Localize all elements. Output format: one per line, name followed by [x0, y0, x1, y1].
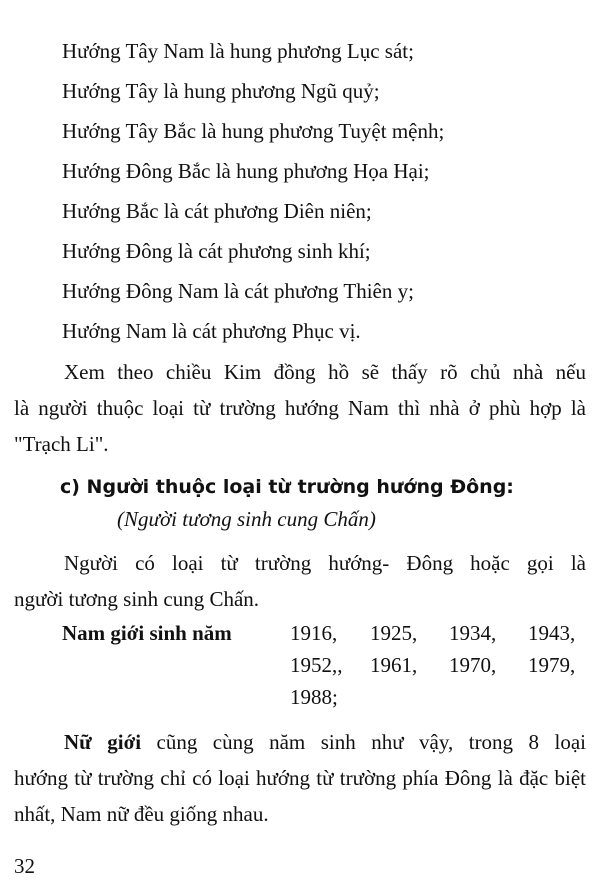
section-heading: c) Người thuộc loại từ trường hướng Đông:	[60, 476, 514, 498]
year-value: 1934,	[449, 621, 497, 645]
year-value: 1970,	[449, 653, 497, 677]
direction-line-northeast: Hướng Đông Bắc là hung phương Họa Hại;	[62, 159, 430, 183]
direction-line-north: Hướng Bắc là cát phương Diên niên;	[62, 199, 372, 223]
direction-line-west: Hướng Tây là hung phương Ngũ quỷ;	[62, 79, 380, 103]
paragraph-nu-gioi	[14, 724, 586, 832]
year-value: 1925,	[370, 621, 418, 645]
direction-line-south: Hướng Nam là cát phương Phục vị.	[62, 319, 361, 343]
bold-lead: Nữ giới	[64, 730, 142, 754]
direction-line-east: Hướng Đông là cát phương sinh khí;	[62, 239, 371, 263]
paragraph-continuation: hướng từ trường chỉ có loại hướng từ trường phía Đông là đặc biệt nhất, Nam nữ đều giống nhau.	[14, 766, 586, 826]
paragraph-continuation: người tương sinh cung Chấn.	[14, 587, 260, 611]
paragraph-kim-dong-ho	[14, 354, 586, 462]
direction-line-southwest: Hướng Tây Nam là hung phương Lục sát;	[62, 39, 414, 63]
year-value: 1979,	[528, 653, 576, 677]
male-years-label: Nam giới sinh năm	[62, 621, 232, 645]
year-value: 1952,,	[290, 653, 343, 677]
paragraph-line-rest: cũng cùng năm sinh như vậy, trong 8 loại	[141, 730, 586, 754]
page-number: 32	[14, 854, 35, 878]
paragraph-line	[14, 724, 586, 760]
paragraph-continuation: là người thuộc loại từ trường hướng Nam thì nhà ở phù hợp là "Trạch Li".	[14, 396, 586, 456]
paragraph-tu-truong-dong	[14, 545, 586, 617]
year-value: 1943,	[528, 621, 576, 645]
section-subheading: (Người tương sinh cung Chấn)	[117, 507, 376, 531]
paragraph-line: Người có loại từ trường hướng- Đông hoặc gọi là	[64, 551, 586, 575]
direction-line-northwest: Hướng Tây Bắc là hung phương Tuyệt mệnh;	[62, 119, 445, 143]
year-value: 1961,	[370, 653, 418, 677]
year-value: 1988;	[290, 685, 338, 709]
paragraph-line: Xem theo chiều Kim đồng hồ sẽ thấy rõ chủ nhà nếu	[64, 360, 586, 384]
direction-line-southeast: Hướng Đông Nam là cát phương Thiên y;	[62, 279, 414, 303]
year-value: 1916,	[290, 621, 338, 645]
